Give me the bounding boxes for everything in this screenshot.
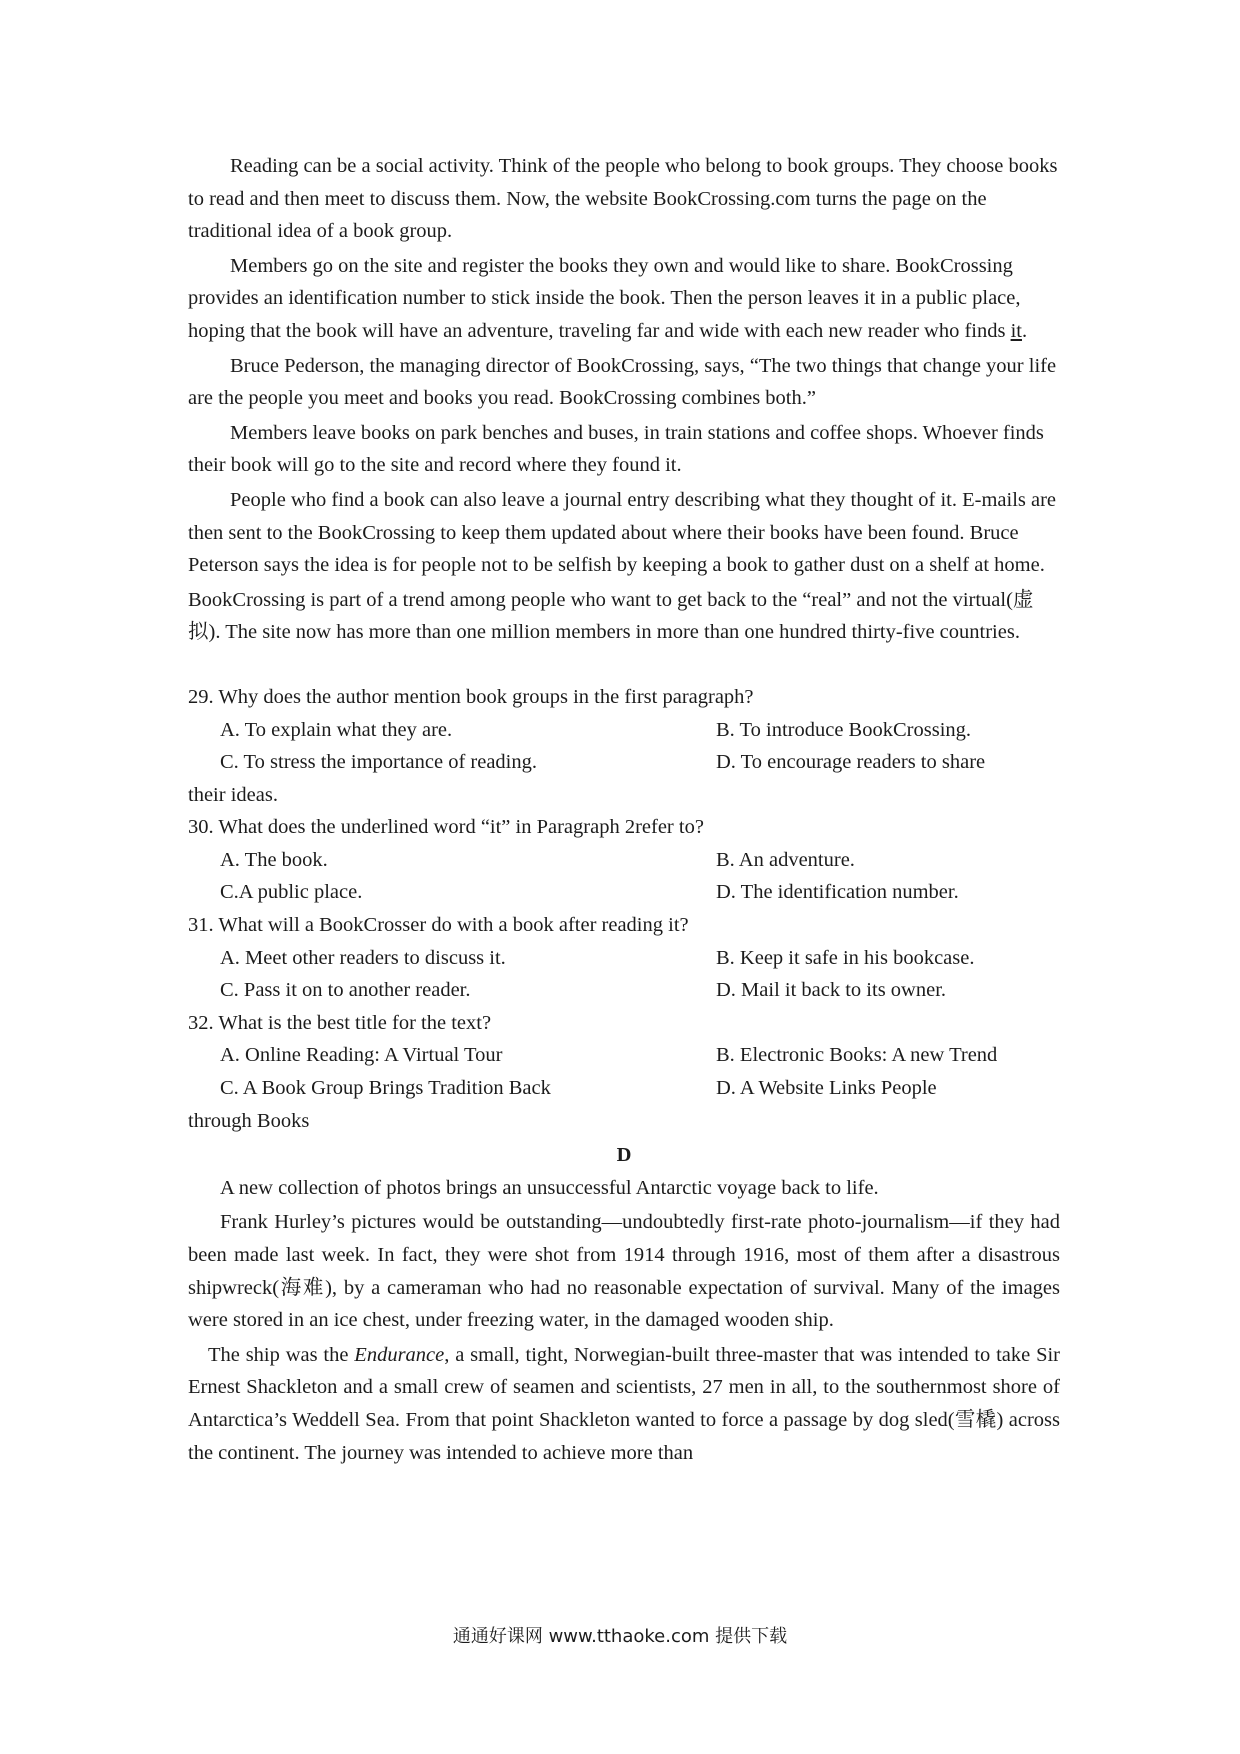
passage-paragraph-3: Bruce Pederson, the managing director of BookCrossing, says, “The two things that change your life are the people you meet and books you read. BookCrossing combines both.”	[188, 354, 1057, 410]
section-title: D	[616, 1144, 632, 1167]
question-stem: 31. What will a BookCrosser do with a book after reading it?	[188, 914, 689, 937]
passage-paragraph-5: People who find a book can also leave a journal entry describing what they thought of it. E-mails are then sent to the BookCrossing to keep them updated about where their books have been found. Bruce Peterson says the idea is for people not to be selfish by keeping a book to gather dust on a shelf at home.	[188, 488, 1057, 577]
paragraph-text-end: .	[1021, 319, 1028, 342]
passage-paragraph-6: BookCrossing is part of a trend among people who want to get back to the “real” and not the virtual(虚拟). The site now has more than one million members in more than one hundred thirty-five countries.	[188, 588, 1034, 644]
option-b: B. Keep it safe in his bookcase.	[716, 946, 975, 969]
question-29	[188, 681, 1060, 811]
option-a: A. To explain what they are.	[220, 718, 453, 741]
option-c: C. To stress the importance of reading.	[220, 751, 537, 774]
option-c: C. Pass it on to another reader.	[220, 979, 471, 1002]
question-options	[188, 714, 1060, 779]
question-31	[188, 909, 1060, 1007]
ship-name: Endurance	[354, 1343, 445, 1366]
underlined-word: it	[1010, 319, 1022, 342]
paragraph-text: Members go on the site and register the books they own and would like to share. BookCrossing provides an identification number to stick inside the book. Then the person leaves it in a public place, hoping that the book will have an adventure, traveling far and wide with each new reader who finds	[188, 254, 1021, 342]
question-32	[188, 1007, 1060, 1137]
option-a: A. Meet other readers to discuss it.	[220, 946, 506, 969]
page-footer: 通通好课网 www.tthaoke.com 提供下载	[452, 1626, 788, 1647]
option-b: B. To introduce BookCrossing.	[716, 718, 972, 741]
option-b: B. Electronic Books: A new Trend	[716, 1044, 998, 1067]
option-continuation: their ideas.	[188, 783, 278, 806]
option-a: A. The book.	[220, 848, 328, 871]
question-options	[188, 942, 1060, 1007]
question-stem: 32. What is the best title for the text?	[188, 1011, 492, 1034]
section-d-paragraph-1: A new collection of photos brings an unsuccessful Antarctic voyage back to life.	[220, 1176, 879, 1199]
option-a: A. Online Reading: A Virtual Tour	[220, 1044, 503, 1067]
section-d-paragraph-3	[188, 1339, 1060, 1469]
option-c: C. A Book Group Brings Tradition Back	[220, 1077, 551, 1100]
paragraph-text: The ship was the	[208, 1343, 355, 1366]
option-c: C.A public place.	[220, 881, 363, 904]
passage-paragraph-4: Members leave books on park benches and buses, in train stations and coffee shops. Whoever finds their book will go to the site and record where they found it.	[188, 421, 1044, 477]
section-d-paragraph-2: Frank Hurley’s pictures would be outstanding—undoubtedly first-rate photo-journalism—if they had been made last week. In fact, they were shot from 1914 through 1916, most of them after a disastrous shipwreck(海难), by a cameraman who had no reasonable expectation of survival. Many of the images were stored in an ice chest, under freezing water, in the damaged wooden ship.	[188, 1211, 1060, 1332]
question-options	[188, 844, 1060, 909]
option-continuation: through Books	[188, 1109, 310, 1132]
option-d: D. To encourage readers to share	[716, 751, 986, 774]
option-d: D. A Website Links People	[716, 1077, 937, 1100]
paragraph-text-end: , a small, tight, Norwegian-built three-master that was intended to take Sir Ernest Shackleton and a small crew of seamen and scientists, 27 men in all, to the southernmost shore of Antarctica’s Weddell Sea. From that point Shackleton wanted to force a passage by dog sled(雪橇) across the continent. The journey was intended to achieve more than	[188, 1343, 1060, 1464]
option-d: D. Mail it back to its owner.	[716, 979, 947, 1002]
question-stem: 29. Why does the author mention book groups in the first paragraph?	[188, 685, 754, 708]
passage-paragraph-1: Reading can be a social activity. Think of the people who belong to book groups. They choose books to read and then meet to discuss them. Now, the website BookCrossing.com turns the page on the traditional idea of a book group.	[188, 155, 1058, 243]
exam-page	[188, 150, 1060, 1471]
option-d: D. The identification number.	[716, 881, 959, 904]
question-30	[188, 811, 1060, 909]
question-options	[188, 1039, 1060, 1104]
option-b: B. An adventure.	[716, 848, 855, 871]
passage-paragraph-2	[188, 250, 1060, 348]
spacer	[188, 651, 1060, 681]
question-stem: 30. What does the underlined word “it” in Paragraph 2refer to?	[188, 816, 704, 839]
